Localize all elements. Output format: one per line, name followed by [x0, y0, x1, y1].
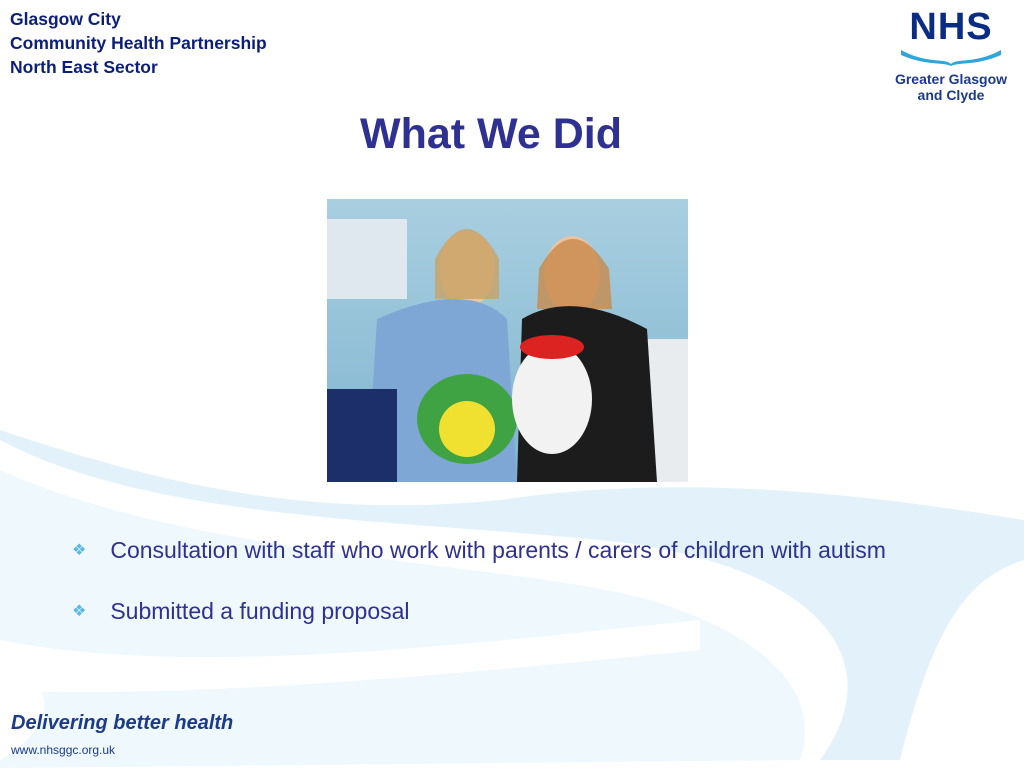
nhs-logo-text: NHS — [909, 6, 993, 48]
logo-line: and Clyde — [917, 87, 985, 103]
bullet-text: Submitted a funding proposal — [110, 598, 410, 624]
diamond-bullet-icon: ❖ — [72, 542, 87, 559]
organisation-name — [10, 7, 267, 79]
photo-illustration — [327, 199, 688, 482]
nhs-logo — [888, 8, 1014, 103]
wave-icon — [896, 46, 1006, 66]
bullet-item — [72, 598, 410, 625]
bullet-item — [72, 537, 886, 564]
tagline: Delivering better health — [11, 712, 234, 734]
website-url: www.nhsggc.org.uk — [11, 743, 116, 757]
bullet-text: Consultation with staff who work with parents / carers of children with autism — [110, 537, 886, 563]
diamond-bullet-icon: ❖ — [72, 603, 87, 620]
logo-line: Greater Glasgow — [894, 71, 1008, 87]
org-line: Community Health Partnership — [10, 33, 267, 53]
org-line: Glasgow City — [10, 9, 121, 29]
slide-title: What We Did — [360, 110, 622, 158]
org-line: North East Sector — [10, 57, 158, 77]
photo — [327, 199, 688, 482]
